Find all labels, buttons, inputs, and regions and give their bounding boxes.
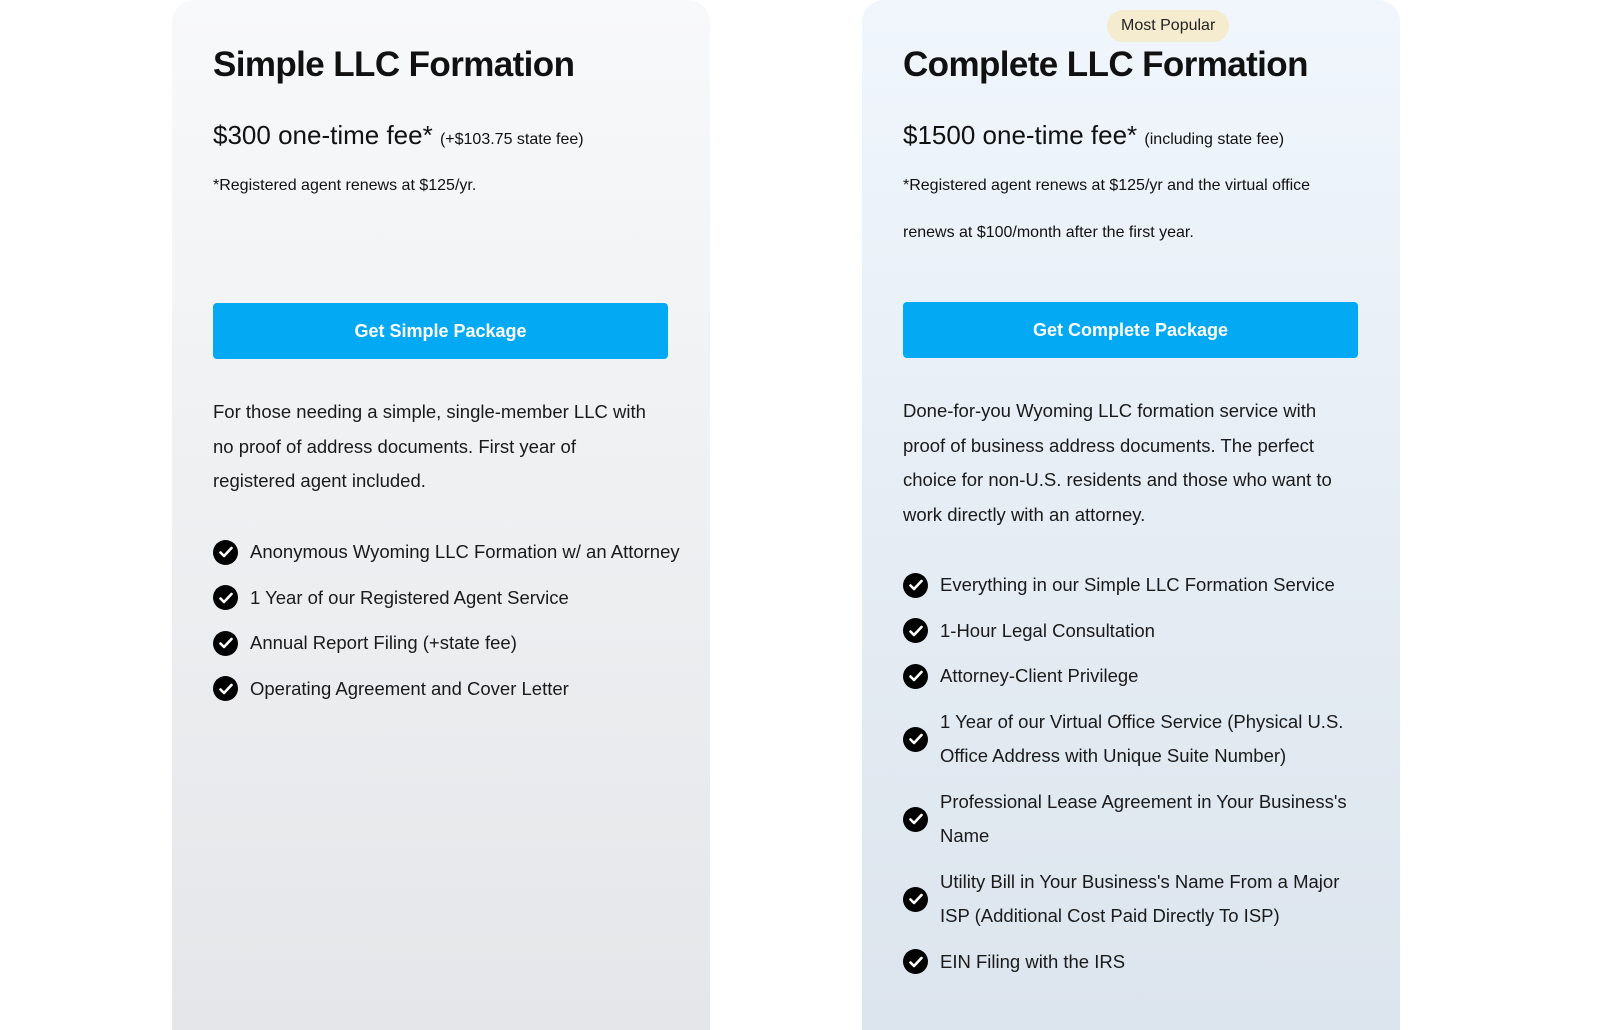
- feature-label: 1 Year of our Registered Agent Service: [250, 586, 569, 608]
- get-simple-package-button[interactable]: Get Simple Package: [213, 303, 668, 359]
- feature-label: Professional Lease Agreement in Your Business's Name: [940, 790, 1347, 846]
- card-title: Simple LLC Formation: [213, 45, 575, 84]
- price-note: (+$103.75 state fee): [439, 131, 584, 148]
- check-circle-icon: [903, 573, 928, 598]
- get-complete-package-button[interactable]: Get Complete Package: [903, 302, 1358, 358]
- price-amount: $1500 one-time fee*: [903, 120, 1138, 150]
- card-title: Complete LLC Formation: [903, 45, 1308, 84]
- feature-label: Utility Bill in Your Business's Name From a Major ISP (Additional Cost Paid Directly To ISP): [940, 870, 1340, 926]
- feature-item: [903, 614, 1373, 649]
- feature-list: [213, 535, 683, 717]
- feature-list: [903, 568, 1373, 990]
- feature-item: [213, 535, 683, 570]
- price: [213, 120, 584, 151]
- feature-item: [213, 581, 683, 616]
- footnote: *Registered agent renews at $125/yr.: [213, 177, 477, 194]
- feature-item: [903, 659, 1373, 694]
- feature-label: Annual Report Filing (+state fee): [250, 632, 517, 653]
- check-circle-icon: [903, 664, 928, 689]
- simple-package-card: [172, 0, 710, 1030]
- check-circle-icon: [903, 618, 928, 643]
- most-popular-badge: Most Popular: [1107, 10, 1229, 42]
- price-note: (including state fee): [1144, 131, 1285, 148]
- check-circle-icon: [213, 585, 238, 610]
- check-circle-icon: [213, 676, 238, 701]
- feature-label: Everything in our Simple LLC Formation Service: [940, 574, 1335, 595]
- complete-package-card: [862, 0, 1400, 1030]
- feature-label: 1 Year of our Virtual Office Service (Physical U.S. Office Address with Unique Suite Number): [940, 710, 1344, 766]
- price: [903, 120, 1284, 151]
- feature-item: [213, 672, 683, 707]
- feature-item: [903, 568, 1373, 603]
- description: For those needing a simple, single-member LLC with no proof of address documents. First year of registered agent included.: [213, 401, 646, 491]
- feature-item: [213, 626, 683, 661]
- feature-label: Operating Agreement and Cover Letter: [250, 677, 569, 699]
- check-circle-icon: [213, 631, 238, 656]
- feature-item: [903, 785, 1373, 854]
- footnote: *Registered agent renews at $125/yr and the virtual office renews at $100/month after the first year.: [903, 177, 1311, 241]
- feature-label: EIN Filing with the IRS: [940, 950, 1126, 972]
- feature-item: [903, 945, 1373, 980]
- price-amount: $300 one-time fee*: [213, 120, 433, 150]
- feature-label: Anonymous Wyoming LLC Formation w/ an Attorney: [250, 541, 680, 562]
- check-circle-icon: [903, 807, 928, 832]
- feature-label: 1-Hour Legal Consultation: [940, 619, 1155, 641]
- feature-label: Attorney-Client Privilege: [940, 665, 1139, 686]
- check-circle-icon: [903, 727, 928, 752]
- check-circle-icon: [903, 887, 928, 912]
- description: Done-for-you Wyoming LLC formation service with proof of business address documents. The perfect choice for non-U.S. residents and those who want to work directly with an attorney.: [903, 400, 1332, 525]
- check-circle-icon: [903, 949, 928, 974]
- feature-item: [903, 705, 1373, 774]
- feature-item: [903, 865, 1373, 934]
- check-circle-icon: [213, 540, 238, 565]
